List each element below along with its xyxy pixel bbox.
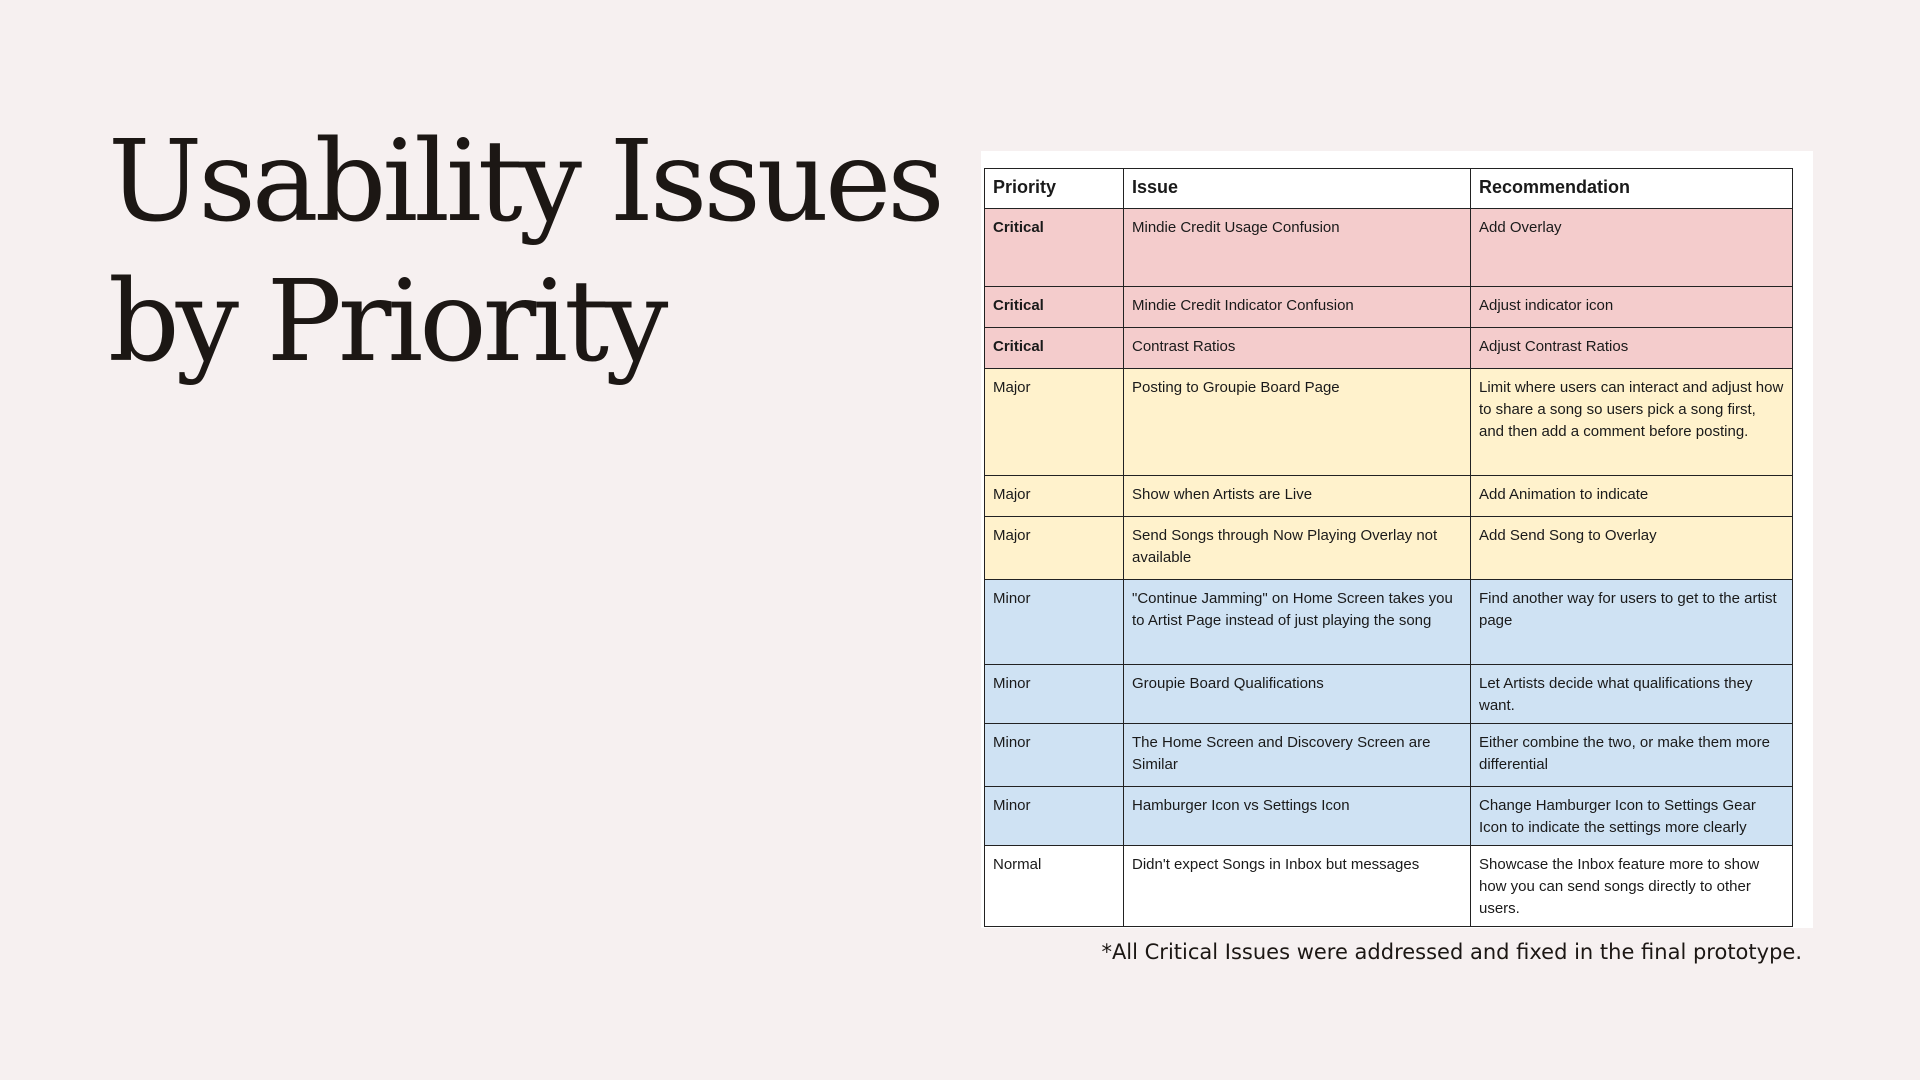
issue-cell: Show when Artists are Live xyxy=(1124,476,1471,517)
priority-cell: Critical xyxy=(985,287,1124,328)
issue-cell: Hamburger Icon vs Settings Icon xyxy=(1124,787,1471,846)
recommendation-cell: Either combine the two, or make them more differential xyxy=(1471,724,1793,787)
priority-cell: Critical xyxy=(985,328,1124,369)
table-row xyxy=(985,665,1793,724)
issues-table-card xyxy=(981,151,1813,928)
recommendation-cell: Add Animation to indicate xyxy=(1471,476,1793,517)
issue-cell: Didn't expect Songs in Inbox but messages xyxy=(1124,846,1471,927)
priority-cell: Major xyxy=(985,476,1124,517)
slide-title-line-2: by Priority xyxy=(108,257,665,387)
recommendation-cell: Adjust indicator icon xyxy=(1471,287,1793,328)
priority-cell: Major xyxy=(985,517,1124,580)
issue-cell: The Home Screen and Discovery Screen are Similar xyxy=(1124,724,1471,787)
issue-cell: Posting to Groupie Board Page xyxy=(1124,369,1471,476)
table-row xyxy=(985,787,1793,846)
header-issue: Issue xyxy=(1124,169,1471,209)
table-row xyxy=(985,328,1793,369)
issue-cell: Groupie Board Qualifications xyxy=(1124,665,1471,724)
recommendation-cell: Limit where users can interact and adjust how to share a song so users pick a song first, and then add a comment before posting. xyxy=(1471,369,1793,476)
priority-cell: Critical xyxy=(985,209,1124,287)
footnote: *All Critical Issues were addressed and fixed in the final prototype. xyxy=(1101,940,1802,964)
recommendation-cell: Find another way for users to get to the artist page xyxy=(1471,580,1793,665)
priority-cell: Minor xyxy=(985,787,1124,846)
priority-cell: Major xyxy=(985,369,1124,476)
priority-cell: Minor xyxy=(985,724,1124,787)
table-row xyxy=(985,580,1793,665)
table-header-row xyxy=(985,169,1793,209)
table-row xyxy=(985,724,1793,787)
table-row xyxy=(985,369,1793,476)
issue-cell: Mindie Credit Indicator Confusion xyxy=(1124,287,1471,328)
issue-cell: "Continue Jamming" on Home Screen takes you to Artist Page instead of just playing the song xyxy=(1124,580,1471,665)
recommendation-cell: Adjust Contrast Ratios xyxy=(1471,328,1793,369)
issues-table xyxy=(984,168,1793,927)
issue-cell: Send Songs through Now Playing Overlay not available xyxy=(1124,517,1471,580)
table-row xyxy=(985,287,1793,328)
header-priority: Priority xyxy=(985,169,1124,209)
recommendation-cell: Let Artists decide what qualifications they want. xyxy=(1471,665,1793,724)
recommendation-cell: Add Send Song to Overlay xyxy=(1471,517,1793,580)
issue-cell: Contrast Ratios xyxy=(1124,328,1471,369)
slide-title xyxy=(108,112,941,392)
recommendation-cell: Change Hamburger Icon to Settings Gear Icon to indicate the settings more clearly xyxy=(1471,787,1793,846)
header-recommendation: Recommendation xyxy=(1471,169,1793,209)
table-row xyxy=(985,476,1793,517)
priority-cell: Normal xyxy=(985,846,1124,927)
table-row xyxy=(985,517,1793,580)
recommendation-cell: Showcase the Inbox feature more to show how you can send songs directly to other users. xyxy=(1471,846,1793,927)
priority-cell: Minor xyxy=(985,580,1124,665)
table-row xyxy=(985,846,1793,927)
table-row xyxy=(985,209,1793,287)
recommendation-cell: Add Overlay xyxy=(1471,209,1793,287)
priority-cell: Minor xyxy=(985,665,1124,724)
slide-title-line-1: Usability Issues xyxy=(108,117,941,247)
issue-cell: Mindie Credit Usage Confusion xyxy=(1124,209,1471,287)
